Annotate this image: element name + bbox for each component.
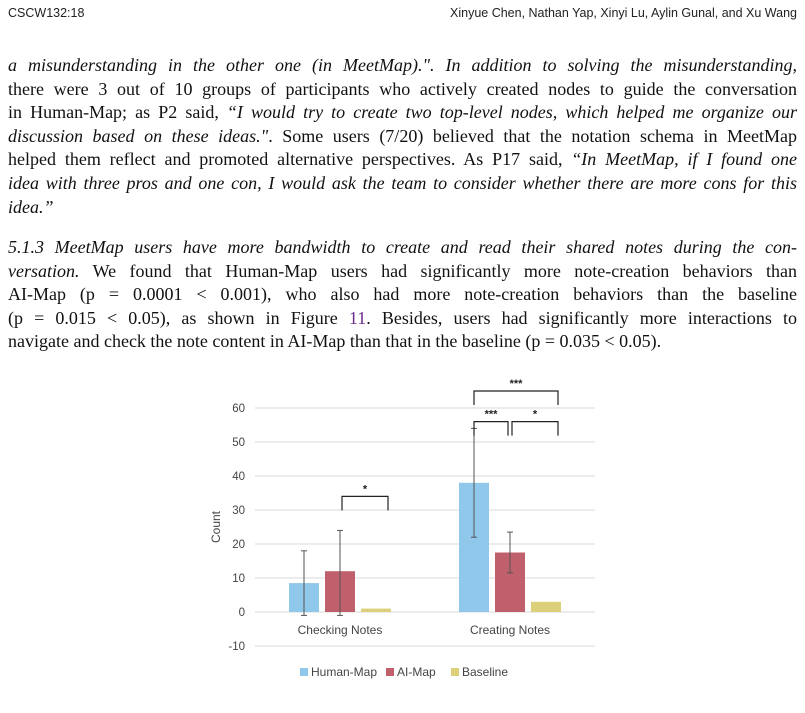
y-tick-label: 40 [232, 471, 245, 483]
significance-label: * [362, 483, 368, 496]
p1-line-3: in Human-Map; as P2 said, “I would try to create two top-level nodes, which helped me organize our [8, 102, 797, 123]
p1-line-7: idea.” [8, 196, 54, 217]
y-tick-label: 60 [232, 403, 245, 415]
legend-swatch [386, 668, 394, 676]
p2-line-2: versation. We found that Human-Map users had significantly more note-creation behaviors than [8, 260, 797, 281]
y-tick-label: -10 [228, 641, 245, 653]
paragraph-1 [8, 54, 797, 219]
p2-line-4: (p = 0.015 < 0.05), as shown in Figure 11. Besides, users had significantly more interactions to [8, 307, 797, 328]
bar [361, 609, 391, 612]
legend-swatch [300, 668, 308, 676]
significance-label: *** [509, 378, 523, 390]
p1-line-5: helped them reflect and promoted alternative perspectives. As P17 said, “In MeetMap, if I found one [8, 149, 797, 170]
y-tick-label: 10 [232, 573, 245, 585]
paper-id: CSCW132:18 [8, 6, 85, 20]
significance-bracket [342, 496, 388, 510]
paragraph-2 [8, 236, 797, 354]
figure-link[interactable]: 11 [348, 307, 367, 328]
bar-chart [200, 370, 620, 700]
author-list: Xinyue Chen, Nathan Yap, Xinyi Lu, Aylin Gunal, and Xu Wang [450, 6, 797, 20]
significance-bracket [474, 422, 508, 436]
significance-label: *** [484, 408, 498, 421]
p1-line-4: discussion based on these ideas.". Some users (7/20) believed that the notation schema in MeetMap [8, 125, 797, 146]
y-tick-label: 0 [238, 607, 245, 619]
p2-line-3: AI-Map (p = 0.0001 < 0.001), who also had more note-creation behaviors than the baseline [8, 284, 797, 305]
p2-line-5: navigate and check the note content in AI-Map than that in the baseline (p = 0.035 < 0.05). [8, 331, 662, 352]
category-label: Creating Notes [469, 623, 551, 637]
category-label: Checking Notes [297, 623, 383, 637]
p1-line-2: there were 3 out of 10 groups of participants who actively created nodes to guide the conversation [8, 78, 797, 99]
legend-swatch [451, 668, 459, 676]
y-tick-label: 50 [232, 437, 245, 449]
bar [531, 602, 561, 612]
y-axis-label: Count [209, 510, 223, 544]
y-tick-label: 30 [232, 505, 245, 517]
running-header [8, 6, 797, 24]
legend-label: AI-Map [397, 665, 436, 679]
y-tick-label: 20 [232, 539, 245, 551]
figure-11-chart [200, 370, 620, 700]
legend-label: Baseline [462, 665, 509, 679]
p1-line-1: a misunderstanding in the other one (in MeetMap).". In addition to solving the misunderstanding, [8, 55, 797, 75]
p1-line-6: idea with three pros and one con, I would ask the team to consider whether there are more cons for this [8, 172, 797, 193]
significance-bracket [512, 422, 558, 436]
section-heading: 5.1.3 MeetMap users have more bandwidth to create and read their shared notes during the con- [8, 237, 797, 257]
legend-label: Human-Map [311, 665, 378, 679]
significance-label: * [532, 408, 538, 421]
significance-bracket [474, 391, 558, 405]
